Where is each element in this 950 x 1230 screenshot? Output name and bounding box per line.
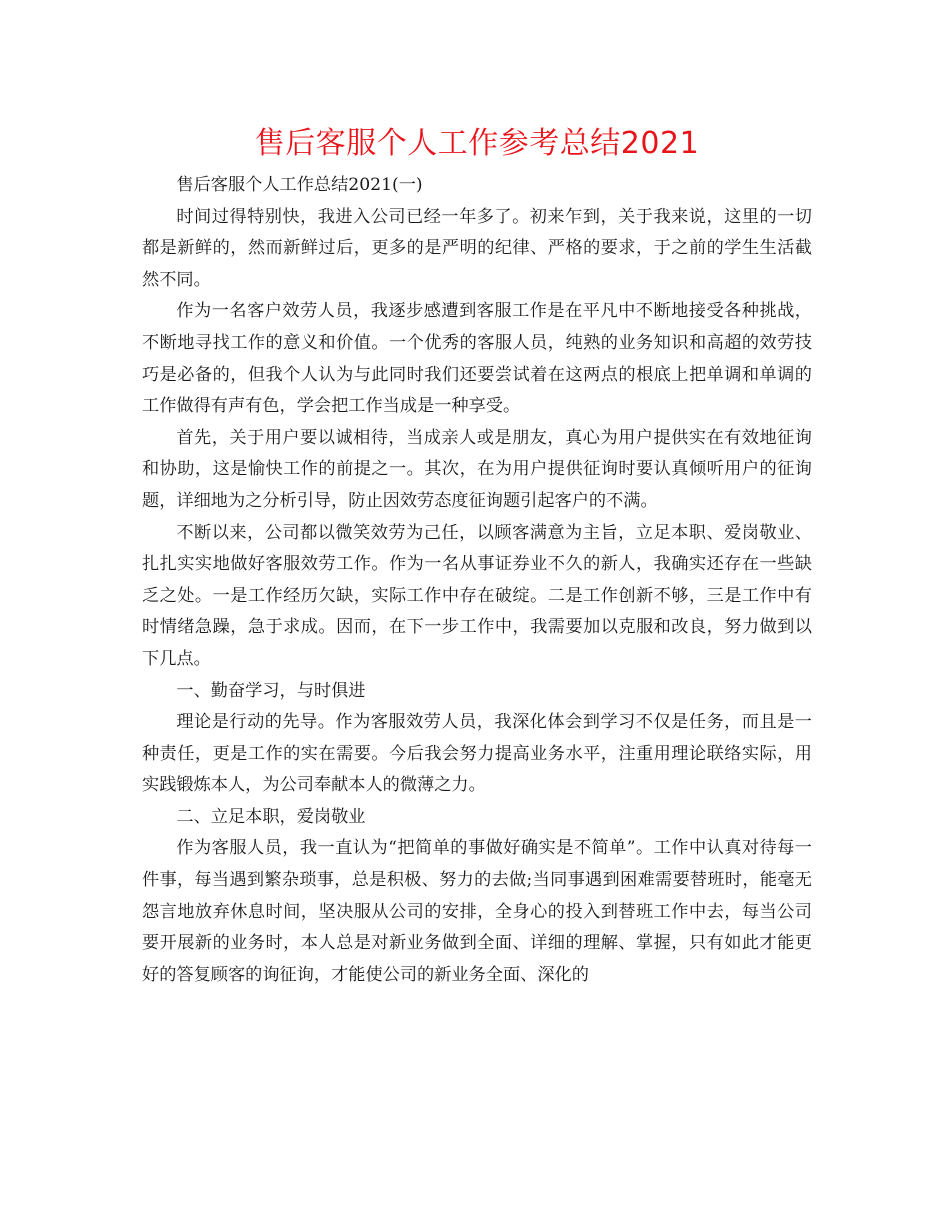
document-body	[142, 170, 812, 991]
paragraph-subtitle: 售后客服个人工作总结2021(一)	[176, 175, 423, 195]
section-heading: 二、立足本职，爱岗敬业	[176, 806, 366, 827]
paragraph: 时间过得特别快，我进入公司已经一年多了。初来乍到，关于我来说，这里的一切都是新鲜的，然而新鲜过后，更多的是严明的纪律、严格的要求，于之前的学生生活截然不同。	[142, 206, 812, 290]
section-heading: 一、勤奋学习，与时俱进	[176, 680, 366, 701]
paragraph: 理论是行动的先导。作为客服效劳人员，我深化体会到学习不仅是任务，而且是一种责任，更是工作的实在需要。今后我会努力提高业务水平，注重用理论联络实际，用实践锻炼本人，为公司奉献本人的微薄之力。	[142, 712, 812, 796]
document-page	[142, 118, 812, 991]
paragraph: 首先，关于用户要以诚相待，当成亲人或是朋友，真心为用户提供实在有效地征询和协助，这是愉快工作的前提之一。其次，在为用户提供征询时要认真倾听用户的征询题，详细地为之分析引导，防止因效劳态度征询题引起客户的不满。	[142, 427, 812, 511]
document-title: 售后客服个人工作参考总结2021	[254, 126, 700, 161]
paragraph: 作为客服人员，我一直认为“把简单的事做好确实是不简单”。工作中认真对待每一件事，每当遇到繁杂琐事，总是积极、努力的去做;当同事遇到困难需要替班时，能毫无怨言地放弃休息时间，坚决服从公司的安排，全身心的投入到替班工作中去，每当公司要开展新的业务时，本人总是对新业务做到全面、详细的理解、掌握，只有如此才能更好的答复顾客的询征询，才能使公司的新业务全面、深化的	[142, 838, 812, 985]
paragraph: 作为一名客户效劳人员，我逐步感遭到客服工作是在平凡中不断地接受各种挑战，不断地寻找工作的意义和价值。一个优秀的客服人员，纯熟的业务知识和高超的效劳技巧是必备的，但我个人认为与此同时我们还要尝试着在这两点的根底上把单调和单调的工作做得有声有色，学会把工作当成是一种享受。	[142, 301, 812, 417]
paragraph: 不断以来，公司都以微笑效劳为己任，以顾客满意为主旨，立足本职、爱岗敬业、扎扎实实地做好客服效劳工作。作为一名从事证券业不久的新人，我确实还存在一些缺乏之处。一是工作经历欠缺，实际工作中存在破绽。二是工作创新不够，三是工作中有时情绪急躁，急于求成。因而，在下一步工作中，我需要加以克服和改良，努力做到以下几点。	[142, 522, 812, 669]
